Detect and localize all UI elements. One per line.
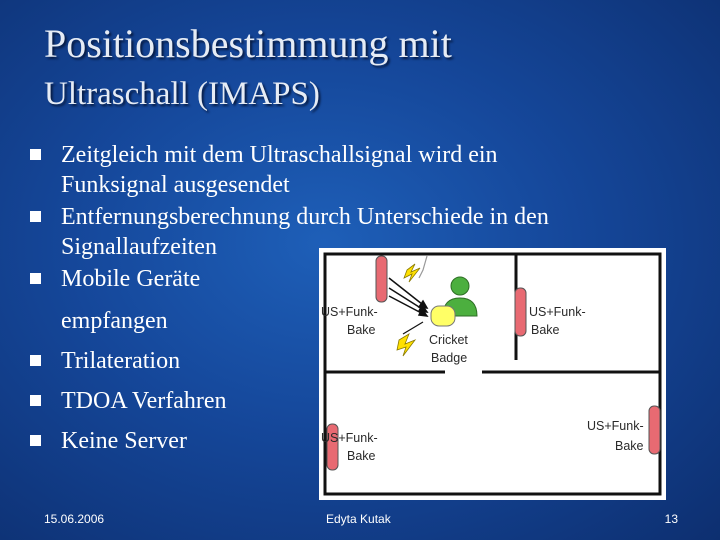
floor-plan-diagram: [319, 248, 666, 500]
footer-date: 15.06.2006: [44, 512, 105, 526]
footer-author: Edyta Kutak: [326, 512, 391, 526]
radio-signal-icon: [404, 264, 420, 282]
beacon-left-top-icon: [376, 256, 387, 302]
bullet-square-icon: [30, 273, 41, 284]
beacon-label-line2: Bake: [531, 323, 560, 337]
radio-signal-icon: [397, 334, 415, 356]
bullet-text: Mobile Geräte: [61, 266, 201, 292]
beacon-label-line1: US+Funk-: [321, 305, 378, 319]
radio-signal-trail-icon: [419, 256, 427, 278]
beacon-label-line2: Bake: [615, 439, 644, 453]
bullet-square-icon: [30, 149, 41, 160]
beacon-label-line2: Bake: [347, 323, 376, 337]
beacon-label-line2: Bake: [347, 449, 376, 463]
bullet-text-continued: Funksignal ausgesendet: [61, 172, 290, 198]
person-head-icon: [451, 277, 469, 295]
footer-page-number: 13: [664, 512, 678, 526]
signal-arrows: [389, 278, 427, 316]
bullet-text: Keine Server: [61, 428, 187, 454]
badge-label-line1: Cricket: [429, 333, 468, 347]
bullet-square-icon: [30, 395, 41, 406]
floor-plan-svg: [319, 248, 666, 500]
bullet-square-icon: [30, 211, 41, 222]
signal-line: [403, 322, 423, 334]
beacon-label-line1: US+Funk-: [321, 431, 378, 445]
bullet-text: Zeitgleich mit dem Ultraschallsignal wird ein: [61, 142, 498, 168]
badge-label-line2: Badge: [431, 351, 468, 365]
slide-title-line1: Positionsbestimmung mit: [44, 21, 452, 66]
beacon-label-line1: US+Funk-: [529, 305, 586, 319]
bullet-text: TDOA Verfahren: [61, 388, 227, 414]
bullet-square-icon: [30, 435, 41, 446]
bullet-text: Entfernungsberechnung durch Unterschiede in den: [61, 204, 549, 230]
beacon-label-line1: US+Funk-: [587, 419, 644, 433]
bullet-text-continued: empfangen: [61, 308, 168, 334]
beacon-center-icon: [515, 288, 526, 336]
bullet-text: Trilateration: [61, 348, 181, 374]
beacon-right-bottom-icon: [649, 406, 660, 454]
slide-title-line2: Ultraschall (IMAPS): [44, 76, 320, 112]
cricket-badge-icon: [431, 306, 455, 326]
bullet-item: [30, 140, 650, 200]
bullet-text-continued: Signallaufzeiten: [61, 234, 217, 260]
bullet-square-icon: [30, 355, 41, 366]
